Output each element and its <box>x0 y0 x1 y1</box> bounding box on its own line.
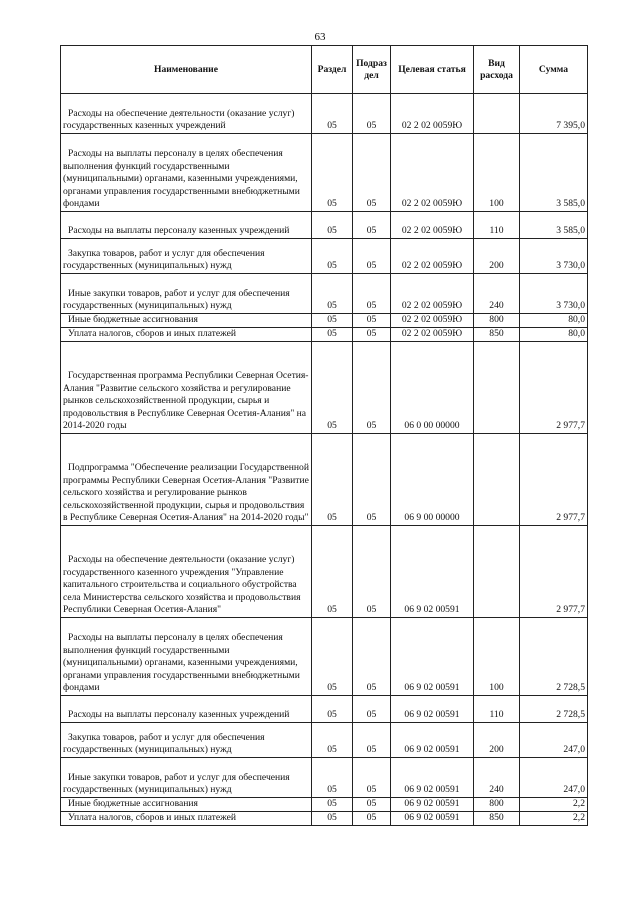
cell-sum: 3 585,0 <box>520 134 588 212</box>
cell-subsection: 05 <box>353 798 391 812</box>
cell-section: 05 <box>312 526 353 618</box>
table-row <box>61 212 588 239</box>
cell-sum: 247,0 <box>520 723 588 758</box>
cell-sum: 2,2 <box>520 798 588 812</box>
cell-target: 06 9 00 00000 <box>391 434 474 526</box>
cell-section: 05 <box>312 94 353 134</box>
cell-section: 05 <box>312 812 353 826</box>
cell-section: 05 <box>312 314 353 328</box>
table-row <box>61 812 588 826</box>
cell-section: 05 <box>312 134 353 212</box>
cell-section: 05 <box>312 758 353 798</box>
table-body <box>61 94 588 826</box>
table-row <box>61 274 588 314</box>
table-row <box>61 94 588 134</box>
cell-sum: 247,0 <box>520 758 588 798</box>
row-name-text: Уплата налогов, сборов и иных платежей <box>68 812 237 824</box>
cell-target: 02 2 02 0059Ю <box>391 314 474 328</box>
cell-name <box>61 798 312 812</box>
header-expense-type: Вид расхода <box>474 46 520 94</box>
cell-name <box>61 328 312 342</box>
cell-expense-type: 800 <box>474 798 520 812</box>
page-number: 63 <box>314 31 326 43</box>
cell-expense-type: 240 <box>474 274 520 314</box>
cell-name <box>61 94 312 134</box>
cell-sum: 80,0 <box>520 314 588 328</box>
cell-expense-type: 850 <box>474 812 520 826</box>
cell-target: 02 2 02 0059Ю <box>391 274 474 314</box>
cell-target: 06 0 00 00000 <box>391 342 474 434</box>
row-name-text: Расходы на выплаты персоналу казенных учреждений <box>68 225 290 237</box>
cell-subsection: 05 <box>353 618 391 696</box>
cell-name <box>61 134 312 212</box>
cell-subsection: 05 <box>353 434 391 526</box>
cell-expense-type <box>474 526 520 618</box>
header-name: Наименование <box>61 46 312 94</box>
cell-subsection: 05 <box>353 696 391 723</box>
table-row <box>61 723 588 758</box>
cell-sum: 2 977,7 <box>520 342 588 434</box>
header-sum: Сумма <box>520 46 588 94</box>
row-name-text: Расходы на выплаты персоналу в целях обеспечения выполнения функций государственными (муниципальными) органами, казенными учреждениями, органами управления государственными внебюджетными фондами <box>63 148 300 210</box>
table-row <box>61 328 588 342</box>
cell-subsection: 05 <box>353 314 391 328</box>
row-name-text: Иные закупки товаров, работ и услуг для обеспечения государственных (муниципальных) нужд <box>63 771 290 796</box>
row-name-text: Подпрограмма "Обеспечение реализации Государственной программы Республики Северная Осетия-Алания "Развитие сельского хозяйства и регулирование рынков сельскохозяйственной продукции, сырья и продовольствия в Республике Северная Осетия-Алания" на 2014-2020 годы" <box>63 462 309 524</box>
header-subsection: Подраз дел <box>353 46 391 94</box>
cell-name <box>61 434 312 526</box>
cell-subsection: 05 <box>353 274 391 314</box>
row-name-text: Расходы на обеспечение деятельности (оказание услуг) государственного казенного учреждения "Управление капитального строительства и социального обустройства села Министерства сельского хозяйства и продовольствия Республики Северная Осетия-Алания" <box>63 554 301 616</box>
cell-name <box>61 723 312 758</box>
cell-name <box>61 696 312 723</box>
cell-section: 05 <box>312 212 353 239</box>
cell-subsection: 05 <box>353 94 391 134</box>
budget-table <box>60 45 588 826</box>
cell-sum: 3 730,0 <box>520 274 588 314</box>
cell-expense-type: 200 <box>474 723 520 758</box>
cell-section: 05 <box>312 723 353 758</box>
cell-sum: 2 728,5 <box>520 618 588 696</box>
cell-subsection: 05 <box>353 212 391 239</box>
cell-subsection: 05 <box>353 723 391 758</box>
cell-section: 05 <box>312 618 353 696</box>
table-row <box>61 434 588 526</box>
cell-section: 05 <box>312 274 353 314</box>
cell-subsection: 05 <box>353 328 391 342</box>
cell-target: 02 2 02 0059Ю <box>391 212 474 239</box>
header-section: Раздел <box>312 46 353 94</box>
cell-expense-type: 800 <box>474 314 520 328</box>
cell-expense-type: 850 <box>474 328 520 342</box>
cell-target: 02 2 02 0059Ю <box>391 239 474 274</box>
row-name-text: Государственная программа Республики Северная Осетия-Алания "Развитие сельского хозяйства и регулирование рынков сельскохозяйственной продукции, сырья и продовольствия в Республике Северная Осетия-Алания" на 2014-2020 годы <box>63 370 309 432</box>
cell-sum: 2 728,5 <box>520 696 588 723</box>
cell-name <box>61 342 312 434</box>
cell-sum: 3 585,0 <box>520 212 588 239</box>
cell-target: 06 9 02 00591 <box>391 723 474 758</box>
cell-subsection: 05 <box>353 812 391 826</box>
row-name-text: Расходы на выплаты персоналу в целях обеспечения выполнения функций государственными (муниципальными) органами, казенными учреждениями, органами управления государственными внебюджетными фондами <box>63 632 300 694</box>
table-header-row <box>61 46 588 94</box>
row-name-text: Закупка товаров, работ и услуг для обеспечения государственных (муниципальных) нужд <box>63 731 265 756</box>
cell-target: 06 9 02 00591 <box>391 618 474 696</box>
header-target: Целевая статья <box>391 46 474 94</box>
row-name-text: Уплата налогов, сборов и иных платежей <box>68 328 237 340</box>
cell-sum: 2,2 <box>520 812 588 826</box>
cell-target: 06 9 02 00591 <box>391 696 474 723</box>
cell-expense-type: 240 <box>474 758 520 798</box>
row-name-text: Расходы на обеспечение деятельности (оказание услуг) государственных казенных учреждений <box>63 107 295 132</box>
cell-target: 02 2 02 0059Ю <box>391 94 474 134</box>
cell-section: 05 <box>312 696 353 723</box>
cell-name <box>61 239 312 274</box>
table-row <box>61 696 588 723</box>
cell-subsection: 05 <box>353 239 391 274</box>
cell-target: 06 9 02 00591 <box>391 798 474 812</box>
cell-expense-type <box>474 94 520 134</box>
cell-section: 05 <box>312 434 353 526</box>
cell-sum: 7 395,0 <box>520 94 588 134</box>
table-row <box>61 526 588 618</box>
table-row <box>61 342 588 434</box>
cell-expense-type: 100 <box>474 134 520 212</box>
row-name-text: Иные бюджетные ассигнования <box>68 314 198 326</box>
cell-target: 06 9 02 00591 <box>391 526 474 618</box>
table-row <box>61 134 588 212</box>
cell-name <box>61 314 312 328</box>
row-name-text: Иные закупки товаров, работ и услуг для обеспечения государственных (муниципальных) нужд <box>63 287 290 312</box>
cell-target: 06 9 02 00591 <box>391 758 474 798</box>
table-row <box>61 758 588 798</box>
cell-name <box>61 812 312 826</box>
cell-sum: 80,0 <box>520 328 588 342</box>
cell-subsection: 05 <box>353 342 391 434</box>
cell-expense-type: 100 <box>474 618 520 696</box>
cell-name <box>61 758 312 798</box>
cell-expense-type <box>474 342 520 434</box>
cell-subsection: 05 <box>353 134 391 212</box>
cell-name <box>61 212 312 239</box>
cell-name <box>61 274 312 314</box>
cell-section: 05 <box>312 239 353 274</box>
cell-expense-type <box>474 434 520 526</box>
table-row <box>61 798 588 812</box>
cell-sum: 2 977,7 <box>520 434 588 526</box>
cell-name <box>61 526 312 618</box>
cell-section: 05 <box>312 328 353 342</box>
cell-sum: 3 730,0 <box>520 239 588 274</box>
table-row <box>61 618 588 696</box>
cell-sum: 2 977,7 <box>520 526 588 618</box>
row-name-text: Расходы на выплаты персоналу казенных учреждений <box>68 709 290 721</box>
row-name-text: Закупка товаров, работ и услуг для обеспечения государственных (муниципальных) нужд <box>63 247 265 272</box>
cell-expense-type: 110 <box>474 696 520 723</box>
table-row <box>61 239 588 274</box>
cell-expense-type: 110 <box>474 212 520 239</box>
cell-section: 05 <box>312 342 353 434</box>
cell-target: 06 9 02 00591 <box>391 812 474 826</box>
cell-subsection: 05 <box>353 758 391 798</box>
cell-section: 05 <box>312 798 353 812</box>
table-row <box>61 314 588 328</box>
cell-subsection: 05 <box>353 526 391 618</box>
row-name-text: Иные бюджетные ассигнования <box>68 798 198 810</box>
cell-expense-type: 200 <box>474 239 520 274</box>
cell-name <box>61 618 312 696</box>
cell-target: 02 2 02 0059Ю <box>391 328 474 342</box>
cell-target: 02 2 02 0059Ю <box>391 134 474 212</box>
